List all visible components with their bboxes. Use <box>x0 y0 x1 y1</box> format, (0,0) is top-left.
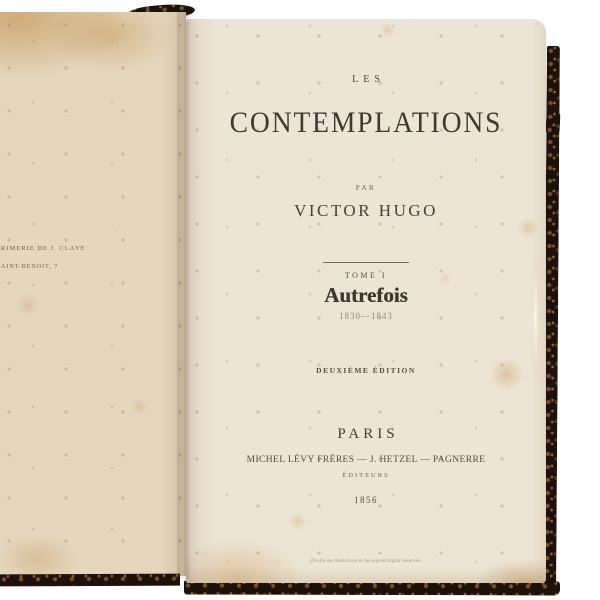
publication-year: 1856 <box>354 495 378 505</box>
printer-imprint <box>1 245 85 271</box>
volume-label: TOME I <box>344 271 388 280</box>
byline-prefix: PAR <box>355 184 377 192</box>
series-label: LES <box>352 74 385 85</box>
printer-imprint-line1: RIMERIE DE J. CLAYE <box>1 245 86 252</box>
bottom-cover-edge-left <box>0 574 180 587</box>
edition-label: DEUXIÈME ÉDITION <box>316 366 416 375</box>
publishers-line: MICHEL LÉVY FRÈRES — J. HETZEL — PAGNERRE <box>246 455 486 465</box>
volume-title: Autrefois <box>324 283 408 307</box>
gutter-shadow <box>177 12 190 579</box>
author-name: VICTOR HUGO <box>294 201 438 220</box>
publisher-role: ÉDITEURS <box>342 472 390 479</box>
printer-imprint-line2: AINT-BENOIT, 7 <box>1 264 59 270</box>
book-title: CONTEMPLATIONS <box>229 106 503 139</box>
divider-rule <box>323 262 409 263</box>
cover-edge-detail <box>545 112 560 135</box>
title-page <box>186 19 546 583</box>
city-label: PARIS <box>337 426 399 442</box>
date-range: 1830—1843 <box>339 311 393 321</box>
fore-edge-curl <box>530 231 541 406</box>
left-page <box>0 12 186 576</box>
rights-notice: Droits de traduction et de reproduction réservés <box>311 559 421 564</box>
